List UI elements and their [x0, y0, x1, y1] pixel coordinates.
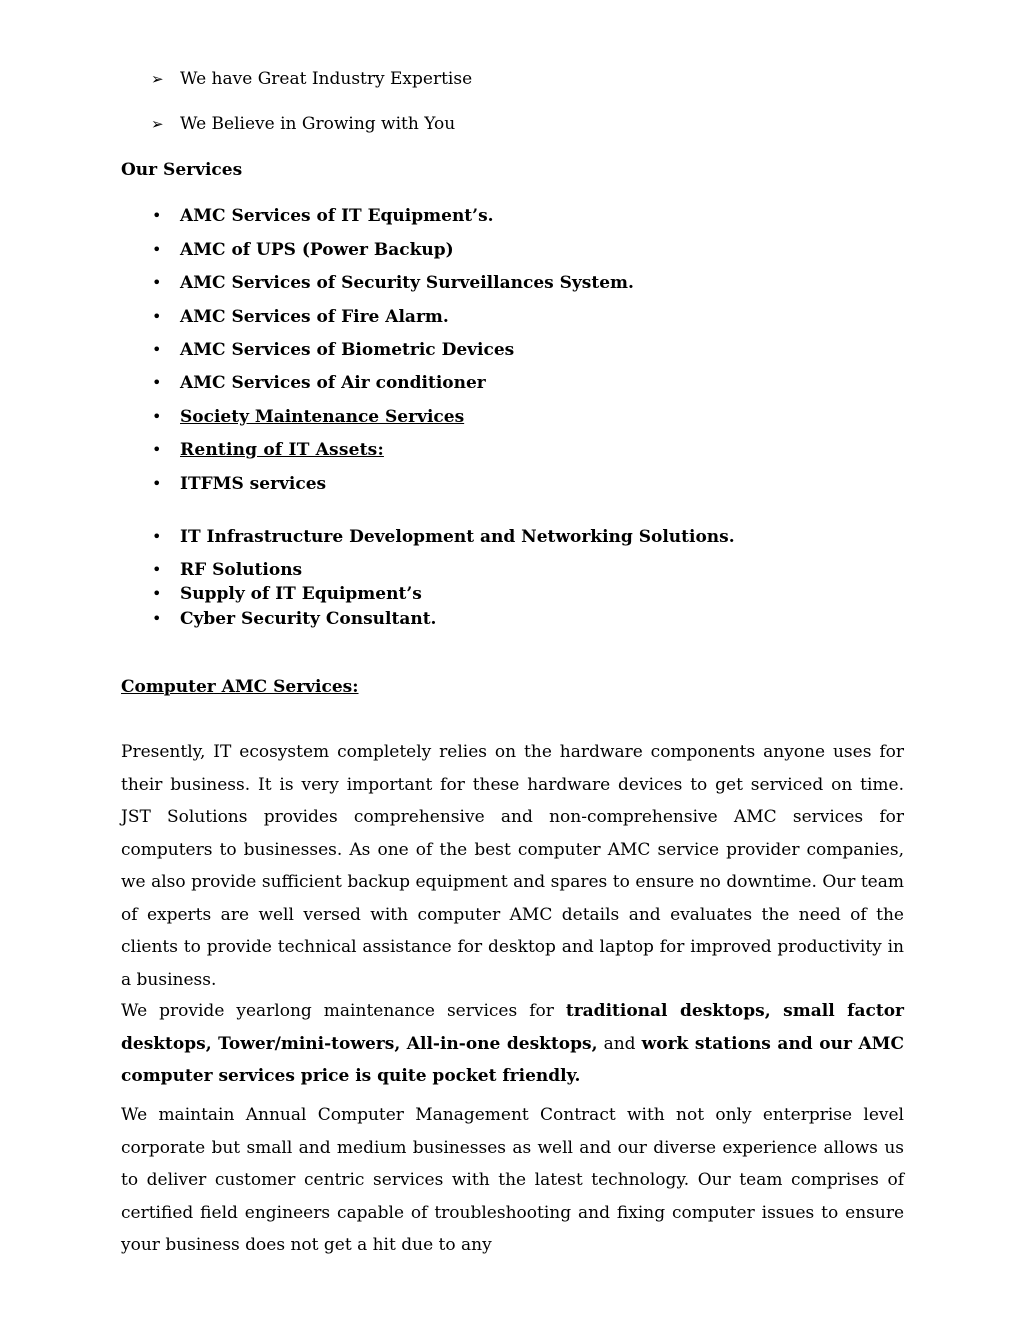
bullet-icon: •: [152, 307, 162, 326]
service-item: Supply of IT Equipment’s: [180, 584, 422, 604]
bullet-icon: •: [152, 340, 162, 359]
bullet-icon: •: [152, 584, 162, 603]
services-heading: Our Services: [121, 160, 243, 180]
amc-heading: Computer AMC Services:: [121, 677, 359, 697]
bullet-icon: •: [152, 407, 162, 426]
service-item: Cyber Security Consultant.: [180, 609, 437, 629]
paragraph-intro: Presently, IT ecosystem completely relies on the hardware components anyone uses for their business. It is very important for these hardware devices to get serviced on time. JST Solutions provides comprehensive and non-comprehensive AMC services for computers to businesses. As one of the best computer AMC service provider companies, we also provide sufficient backup equipment and spares to ensure no downtime. Our team of experts are well versed with computer AMC details and evaluates the need of the clients to provide technical assistance for desktop and laptop for improved productivity in a business.: [121, 742, 904, 990]
service-item: RF Solutions: [180, 560, 303, 580]
bullet-icon: •: [152, 206, 162, 225]
bullet-icon: •: [152, 560, 162, 579]
service-item: AMC Services of Fire Alarm.: [180, 307, 449, 327]
paragraph-contract: We maintain Annual Computer Management Contract with not only enterprise level corporate but small and medium businesses as well and our diverse experience allows us to deliver customer centric services with the latest technology. Our team comprises of certified field engineers capable of troubleshooting and fixing computer issues to ensure your business does not get a hit due to any: [121, 1105, 904, 1255]
service-item: AMC Services of Biometric Devices: [180, 340, 515, 360]
intro-point: We Believe in Growing with You: [180, 114, 456, 134]
paragraph-bold-text: traditional desktops, small factor desktops, Tower/mini-towers, All-in-one desktops,: [121, 1001, 904, 1054]
paragraph-services: [121, 995, 904, 1093]
bullet-icon: •: [152, 240, 162, 259]
service-item: AMC of UPS (Power Backup): [180, 240, 454, 260]
service-item: AMC Services of IT Equipment’s.: [180, 206, 494, 226]
arrow-bullet-icon: ➢: [151, 70, 164, 88]
bullet-icon: •: [152, 440, 162, 459]
service-item: AMC Services of Security Surveillances System.: [180, 273, 634, 293]
bullet-icon: •: [152, 474, 162, 493]
bullet-icon: •: [152, 273, 162, 292]
service-item-link[interactable]: Society Maintenance Services: [180, 407, 465, 427]
arrow-bullet-icon: ➢: [151, 115, 164, 133]
service-item: ITFMS services: [180, 474, 327, 494]
intro-point: We have Great Industry Expertise: [180, 69, 473, 89]
paragraph-bold-text: work stations and our AMC computer services price is quite pocket friendly.: [121, 1033, 905, 1086]
bullet-icon: •: [152, 609, 162, 628]
bullet-icon: •: [152, 527, 162, 546]
service-item: IT Infrastructure Development and Networking Solutions.: [180, 527, 735, 547]
paragraph-text: and: [597, 1033, 642, 1054]
paragraph-text: We provide yearlong maintenance services for: [121, 1001, 566, 1021]
service-item-link[interactable]: Renting of IT Assets:: [180, 440, 384, 460]
service-item: AMC Services of Air conditioner: [180, 373, 486, 393]
bullet-icon: •: [152, 373, 162, 392]
